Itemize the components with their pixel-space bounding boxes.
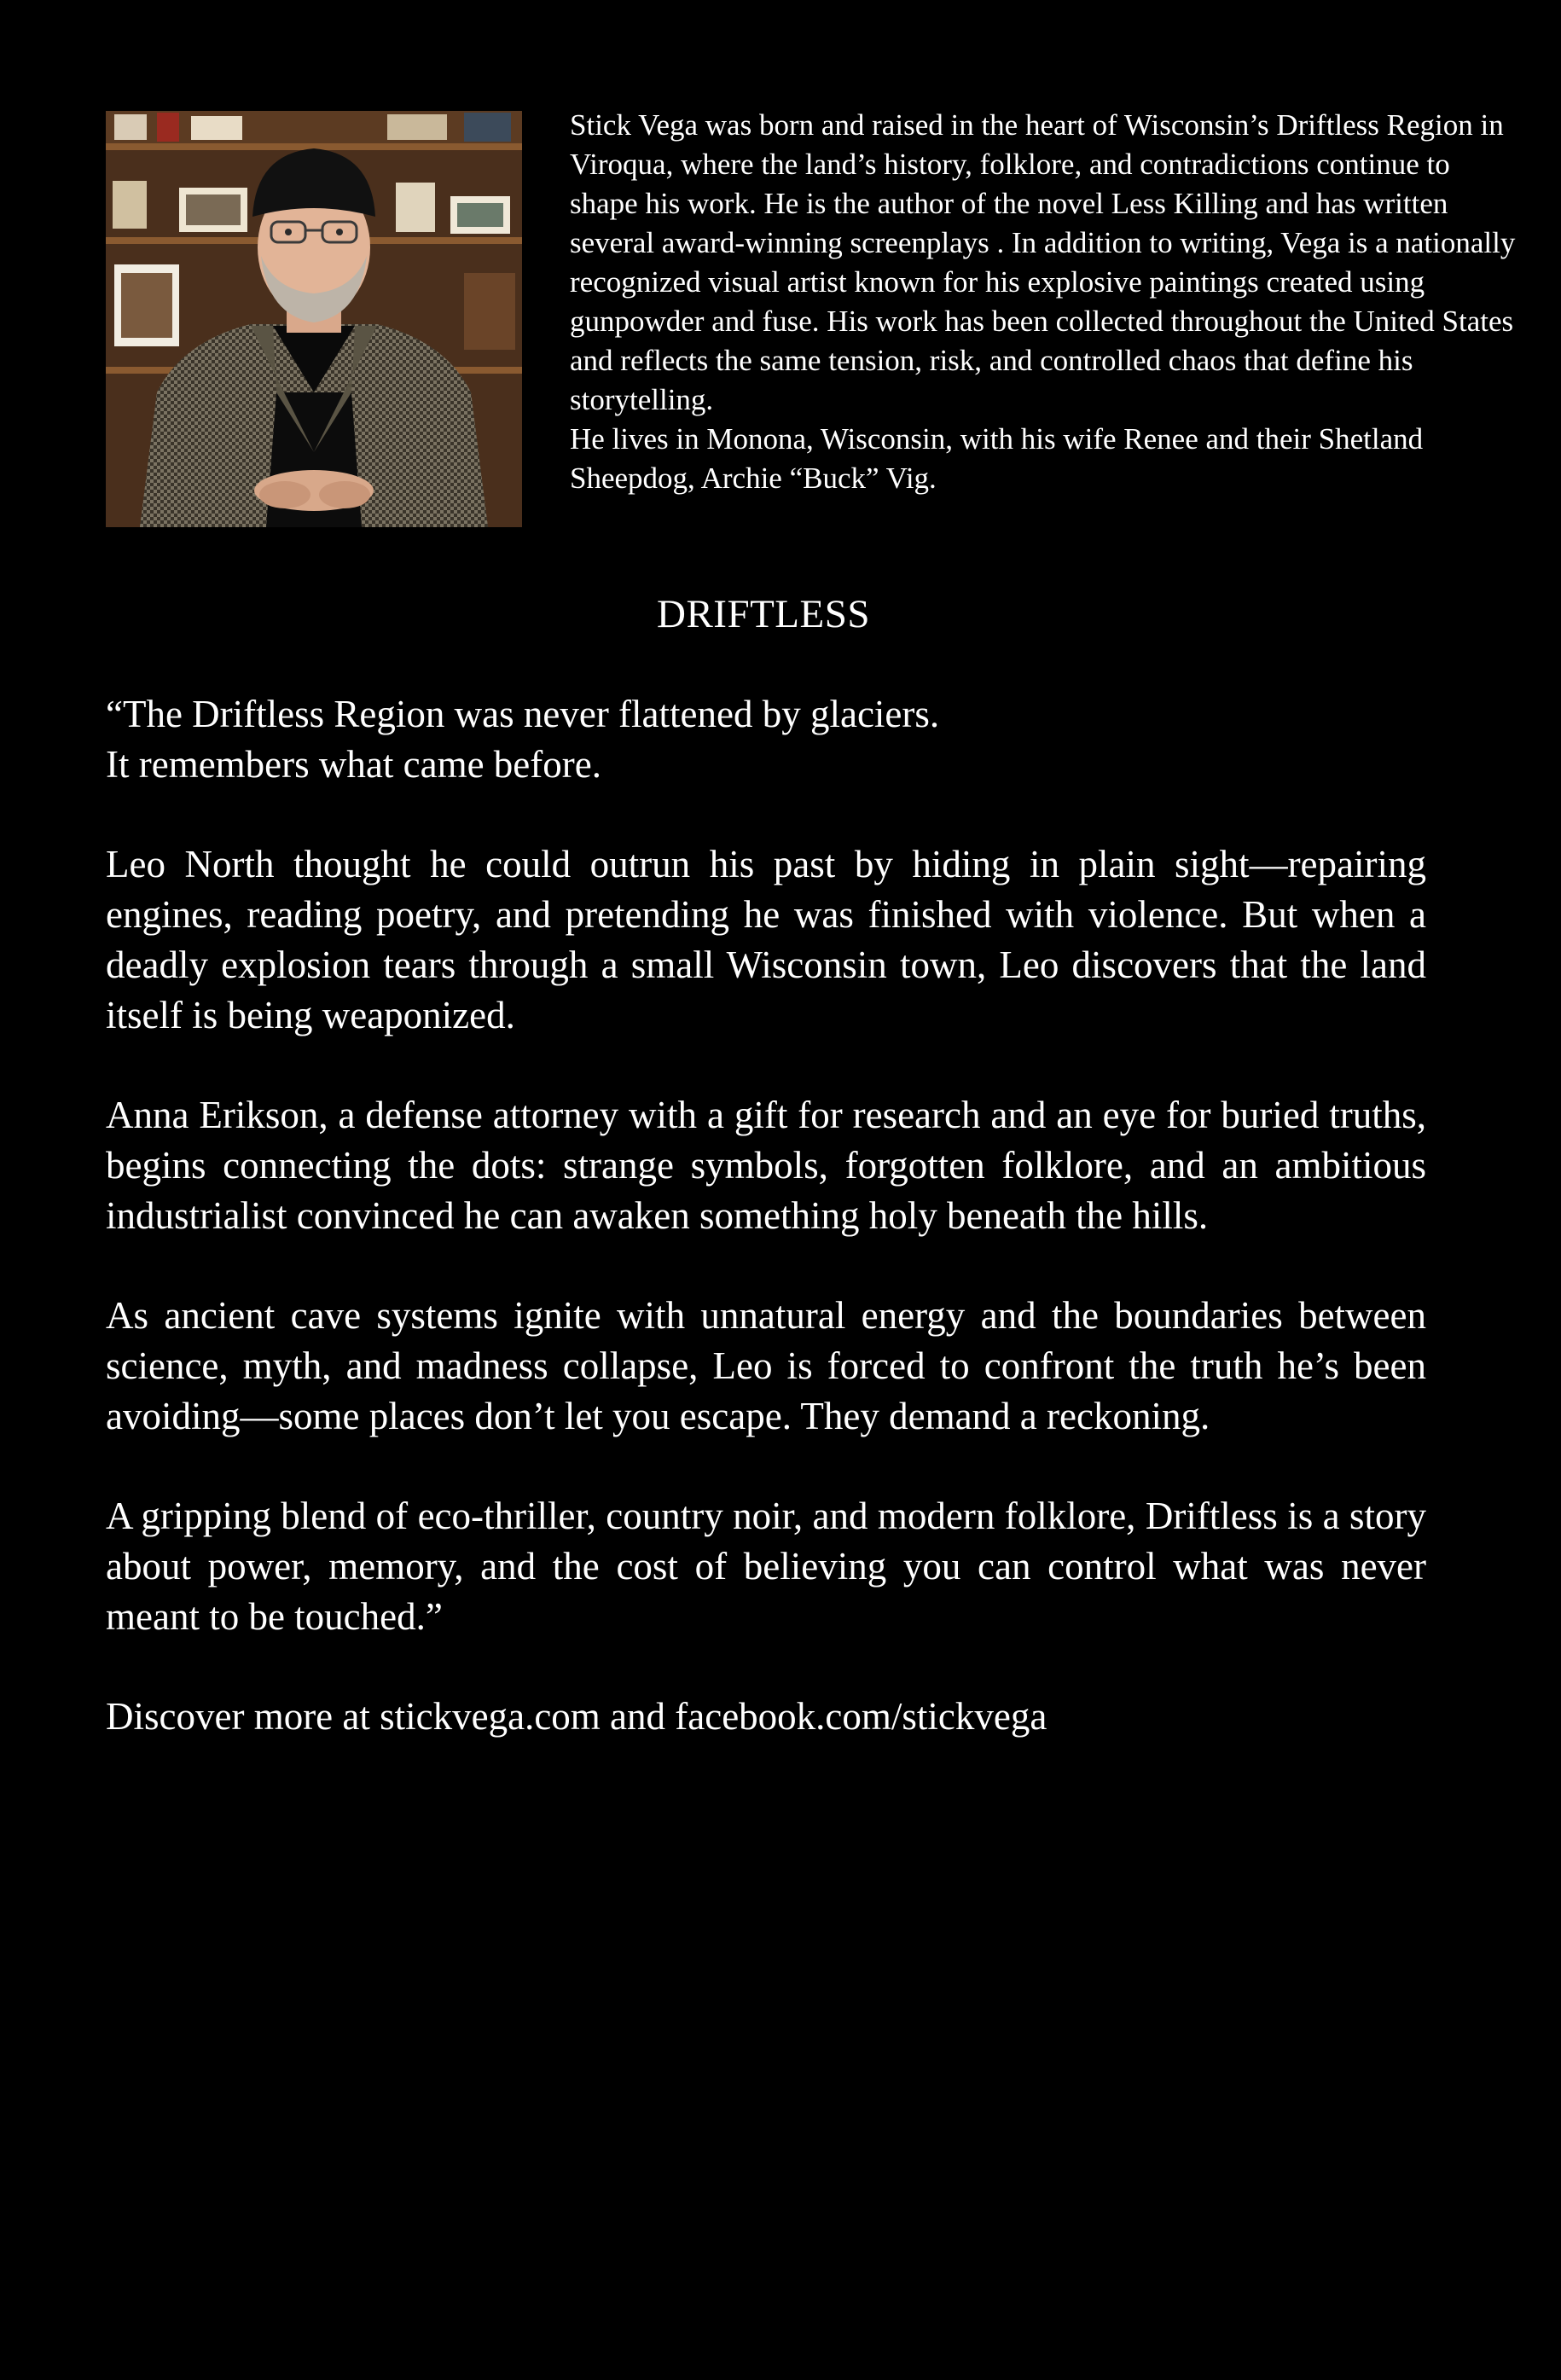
book-title: DRIFTLESS [657,592,870,636]
epigraph-line: It remembers what came before. [106,743,601,786]
blurb-paragraph: As ancient cave systems ignite with unnatural energy and the boundaries between science, myth, and madness collapse, Leo is forced to confront the truth he’s been avoiding—some places don’t let you escape. They demand a reckoning. [106,1294,1426,1437]
footer-links: Discover more at stickvega.com and facebook.com/stickvega [106,1695,1047,1738]
author-bio-paragraph: He lives in Monona, Wisconsin, with his wife Renee and their Shetland Sheepdog, Archie “Buck” Vig. [570,422,1424,495]
blurb-paragraph: A gripping blend of eco-thriller, country noir, and modern folklore, Driftless is a story about power, memory, and the cost of believing you can control what was never meant to be touched.” [106,1495,1426,1638]
epigraph-line: “The Driftless Region was never flattened by glaciers. [106,693,940,735]
author-section [106,106,1516,532]
author-photo [106,111,522,527]
author-bio-paragraph: Stick Vega was born and raised in the heart of Wisconsin’s Driftless Region in Viroqua, where the land’s history, folklore, and contradictions continue to shape his work. He is the author of the novel Less Killing and has written several award-winning screenplays . In addition to writing, Vega is a nationally recognized visual artist known for his explosive paintings created using gunpowder and fuse. His work has been collected throughout the United States and reflects the same tension, risk, and controlled chaos that define his storytelling. [570,108,1516,416]
blurb-paragraph: Leo North thought he could outrun his past by hiding in plain sight—repairing engines, reading poetry, and pretending he was finished with violence. But when a deadly explosion tears through a small Wisconsin town, Leo discovers that the land itself is being weaponized. [106,843,1426,1036]
book-blurb [106,689,1426,1791]
epigraph [106,689,1426,790]
blurb-paragraph: Anna Erikson, a defense attorney with a gift for research and an eye for buried truths, begins connecting the dots: strange symbols, forgotten folklore, and an ambitious industrialist convinced he can awaken something holy beneath the hills. [106,1094,1426,1237]
author-bio [570,106,1517,498]
